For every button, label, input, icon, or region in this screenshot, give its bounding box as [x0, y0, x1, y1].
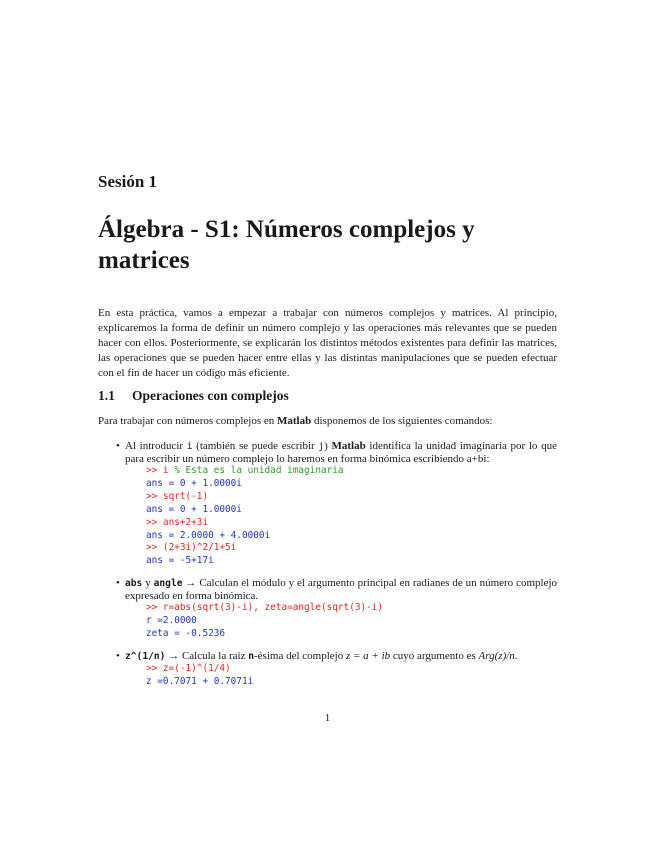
code-line: zeta = -0.5236 — [146, 627, 226, 639]
code-line: >> z=(-1)^(1/4) — [146, 663, 231, 674]
chapter-title: Álgebra - S1: Números complejos y matrices — [98, 216, 475, 274]
bullet-item-nth-root — [116, 650, 557, 663]
page-number: 1 — [324, 712, 331, 724]
bullet-icon: • — [116, 577, 120, 589]
code-line: >> sqrt(-1) — [146, 490, 209, 502]
bullet-text: abs y angle → Calculan el módulo y el argumento principal en radianes de un número complejo expresado en forma binómica. — [125, 577, 558, 603]
lead-paragraph — [98, 414, 557, 429]
code-line: >> i % Esta es la unidad imaginaria — [146, 465, 344, 476]
bullet-icon: • — [116, 440, 120, 452]
code-line: >> ans+2+3i — [146, 516, 209, 528]
section-number: 1.1 — [98, 388, 115, 403]
bullet-item-abs-angle — [116, 577, 557, 603]
code-line: >> (2+3i)^2/1+5i — [146, 542, 237, 554]
code-line: ans = 2.0000 + 4.0000i — [146, 529, 271, 541]
code-line: r =2.0000 — [146, 614, 197, 626]
section-heading — [98, 388, 289, 404]
bullet-icon: • — [116, 650, 120, 662]
bullet-text: Al introducir i (también se puede escribir j) Matlab identifica la unidad imaginaria por lo que para escribir un número complejo lo haremos en forma binómica escribiendo a+bi: — [125, 440, 557, 466]
code-line: ans = -5+17i — [146, 555, 214, 567]
bullet-text: z^(1/n) → Calcula la raíz n-ésima del complejo z = a + ib cuyo argumento es Arg(z)/n. — [125, 650, 518, 662]
intro-paragraph: En esta práctica, vamos a empezar a trabajar con números complejos y matrices. Al principio, explicaremos la forma de definir un número complejo y las operaciones más relevantes que se pueden hacer con ellos. Posteriormente, se explicarán los distintos métodos existentes para definir las matrices, las operaciones que se pueden hacer entre ellas y las distintas manipulaciones que se pueden efectuar con el fin de hacer un código más eficiente. — [98, 307, 557, 379]
code-line: ans = 0 + 1.0000i — [146, 477, 242, 489]
code-line: z =0.7071 + 0.7071i — [146, 675, 254, 687]
bullet-item-imaginary-unit — [116, 440, 557, 466]
code-block-3 — [146, 663, 253, 689]
code-line: >> r=abs(sqrt(3)-i), zeta=angle(sqrt(3)-i) — [146, 602, 384, 613]
section-title: Operaciones con complejos — [132, 388, 289, 403]
lead-bold: Matlab — [277, 415, 312, 427]
code-block-2 — [146, 602, 383, 641]
code-line: ans = 0 + 1.0000i — [146, 503, 242, 515]
chapter-label: Sesión 1 — [98, 172, 158, 191]
lead-text-1: Para trabajar con números complejos en — [98, 415, 277, 427]
lead-text-2: disponemos de los siguientes comandos: — [311, 415, 493, 427]
code-block-1 — [146, 465, 344, 568]
